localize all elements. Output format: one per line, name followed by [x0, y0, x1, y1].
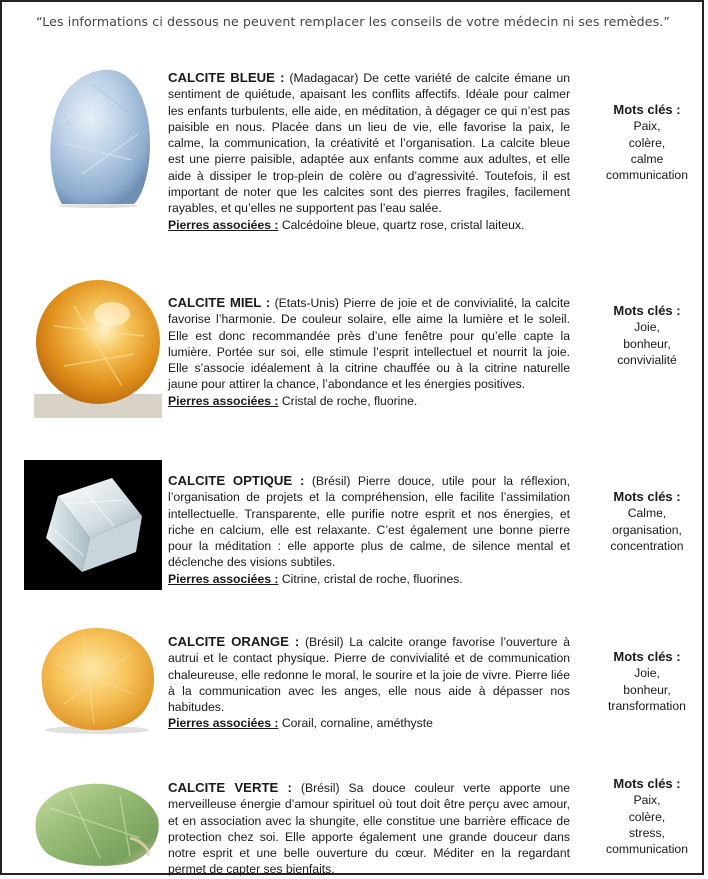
- stone-description-green: [168, 780, 570, 878]
- associated-stones-label: Pierres associées :: [168, 217, 279, 232]
- keyword: Paix,: [633, 793, 661, 808]
- keyword: convivialité: [617, 352, 677, 367]
- keyword: bonheur,: [623, 336, 671, 351]
- stone-name: CALCITE ORANGE :: [168, 634, 300, 649]
- associated-stones: Corail, cornaline, améthyste: [281, 716, 433, 731]
- stone-name: CALCITE VERTE :: [168, 780, 292, 795]
- keyword: bonheur,: [623, 682, 671, 697]
- stone-description: Pierre douce, utile pour la réflexion, l’organisation de projets et la compréhension, elle facilite l’assimilation intellectuelle. Transparente, elle purifie notre esprit et nos énergies, et riche en calcium, elle est relaxante. C’est également une bonne pierre pour la méditation : elle apporte plus de calme, de silence mental et déclenche des visions subtiles.: [168, 474, 571, 570]
- honey-calcite-stone-image: [34, 266, 162, 418]
- keywords-title: Mots clés :: [613, 303, 681, 318]
- associated-stones: Cristal de roche, fluorine.: [281, 393, 418, 408]
- optical-calcite-stone-image: [24, 460, 162, 590]
- keyword: Paix,: [633, 119, 661, 134]
- keywords-title: Mots clés :: [613, 102, 681, 117]
- associated-stones-label: Pierres associées :: [168, 571, 279, 586]
- blue-calcite-stone-image: [42, 64, 154, 208]
- keywords-box: [588, 489, 706, 554]
- keyword: transformation: [608, 698, 686, 713]
- keywords-title: Mots clés :: [613, 776, 681, 791]
- keywords-box: [588, 649, 706, 714]
- associated-stones: Calcédoine bleue, quartz rose, cristal laiteux.: [281, 217, 525, 232]
- keyword: organisation,: [612, 522, 682, 537]
- keywords-box: [588, 102, 706, 183]
- keyword: Joie,: [634, 320, 660, 335]
- associated-stones-label: Pierres associées :: [168, 393, 279, 408]
- keyword: communication: [606, 168, 688, 183]
- keywords-box: [588, 776, 706, 857]
- keyword: concentration: [610, 538, 684, 553]
- disclaimer-text: “Les informations ci dessous ne peuvent remplacer les conseils de votre médecin ni ses remèdes.”: [36, 14, 671, 29]
- stone-origin: (Brésil): [300, 781, 340, 795]
- keywords-title: Mots clés :: [613, 489, 681, 504]
- stone-description: La calcite orange favorise l’ouverture à autrui et le contact physique. Pierre de convivialité et de communication chaleureuse, elle redonne le moral, le sourire et la joie de vivre. Pierre liée à la communication avec les anges, elle nous aide à dépasser nos habitudes.: [168, 635, 570, 715]
- stone-description: Pierre de joie et de convivialité, la calcite favorise l’harmonie. De couleur solaire, elle aime la lumière et le soleil. Elle est donc recommandée près d’une fenêtre pour qu’elle capte la lumière. Portée sur soi, elle stimule l’esprit intellectuel et nourrit la joie. Elle s’associe idéalement à la citrine chauffée ou à la citrine naturelle jaune pour attirer la chance, l’abondance et les énergies positives.: [168, 296, 571, 392]
- stone-name: CALCITE BLEUE :: [168, 70, 285, 85]
- green-calcite-stone-image: [30, 778, 164, 870]
- keyword: Calme,: [627, 506, 667, 521]
- stone-description: De cette variété de calcite émane un sentiment de quiétude, apaisant les conflits affectifs. Idéale pour calmer les enfants turbulents, elle aide, en méditation, à dégager ce qui n’est pas paisible en nous. Placée dans un lieu de vie, elle favorise la paix, le calme, la communication, la créativité et l’organisation. La calcite bleue est une pierre paisible, adaptée aux enfants comme aux adultes, et elle aide à dissiper le trop-plein de colère ou d’agressivité. Toutefois, il est important de noter que les calcites sont des pierres fragiles, facilement rayables, et qu’elles ne supportent pas l’eau salée.: [168, 71, 571, 216]
- stone-name: CALCITE MIEL :: [168, 295, 271, 310]
- stone-description: Sa douce couleur verte apporte une merveilleuse énergie d’amour spirituel où tout doit être perçu avec amour, et en association avec la shungite, elle constitue une barrière efficace de protection chez soi. Elle apporte également une grande douceur dans notre esprit et une belle ouverture du cœur. Méditer en la regardant permet de capter ses bienfaits.: [168, 781, 571, 877]
- stone-origin: (Madagacar): [289, 71, 359, 85]
- keyword: colère,: [628, 135, 666, 150]
- stone-description-orange: [168, 634, 570, 732]
- keywords-title: Mots clés :: [613, 649, 681, 664]
- keyword: Joie,: [634, 666, 660, 681]
- orange-calcite-stone-image: [34, 624, 160, 736]
- stone-origin: (Etats-Unis): [274, 296, 339, 310]
- stone-origin: (Brésil): [304, 635, 344, 649]
- stone-description-honey: [168, 295, 570, 409]
- associated-stones-label: Pierres associées :: [168, 716, 279, 731]
- stone-name: CALCITE OPTIQUE :: [168, 473, 305, 488]
- keyword: stress,: [629, 825, 665, 840]
- stone-description-optical: [168, 473, 570, 587]
- associated-stones: Citrine, cristal de roche, fluorines.: [281, 571, 463, 586]
- stone-origin: (Brésil): [311, 474, 351, 488]
- keyword: calme: [630, 151, 664, 166]
- keyword: colère,: [628, 809, 666, 824]
- keywords-box: [588, 303, 706, 368]
- keyword: communication: [606, 842, 688, 857]
- stone-description-blue: [168, 70, 570, 233]
